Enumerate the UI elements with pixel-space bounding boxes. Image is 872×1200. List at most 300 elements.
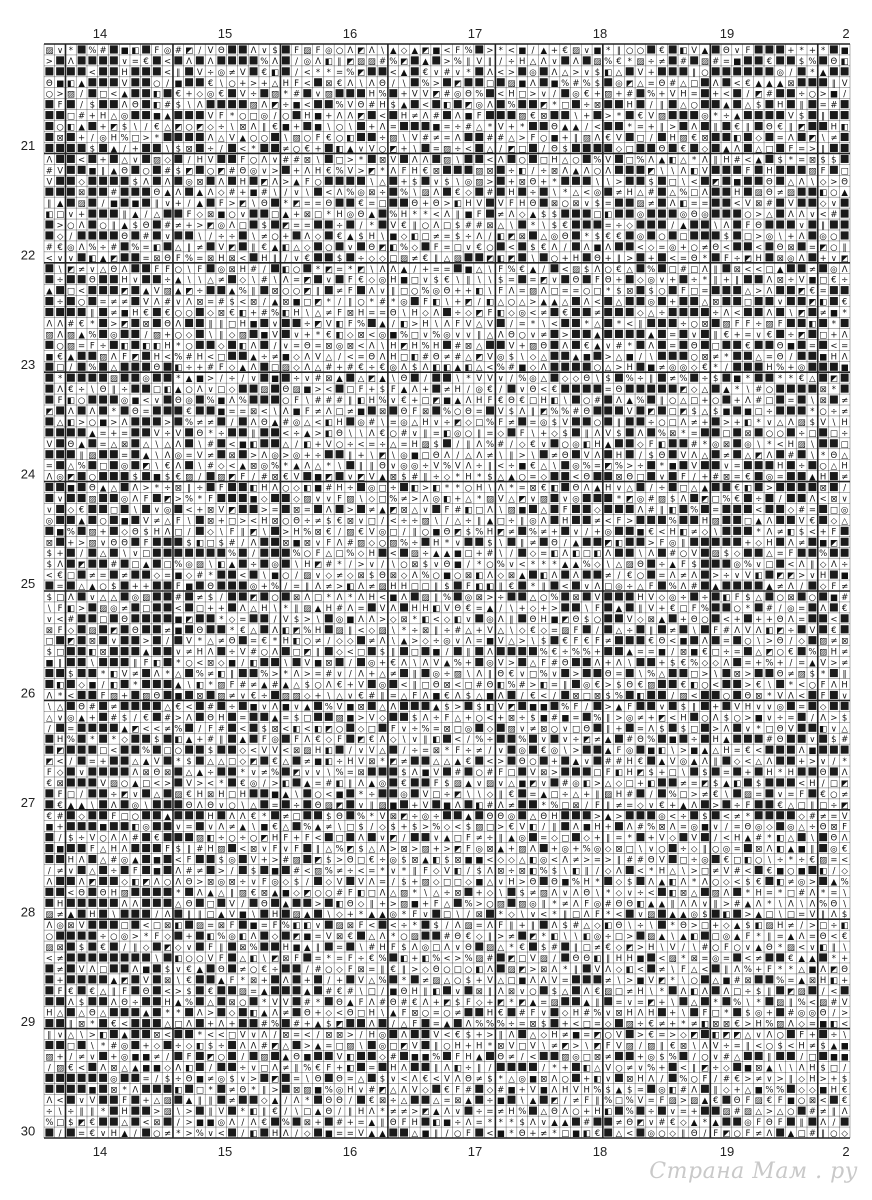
stitch-cell-symbol: = [143,243,150,253]
stitch-cell-filled [615,374,623,382]
stitch-cell-symbol: \ [327,123,330,133]
stitch-cell-symbol: / [542,265,545,275]
stitch-cell-symbol: □ [56,210,64,220]
stitch-cell-symbol: ≠ [820,309,827,319]
stitch-cell-symbol: + [239,188,246,198]
stitch-cell-symbol: ◧ [679,527,687,537]
stitch-cell-symbol: ∨ [132,155,138,165]
stitch-cell-symbol: ≠ [229,68,236,78]
stitch-cell-symbol: ÷ [100,243,107,253]
stitch-cell-filled [733,658,741,666]
stitch-cell-symbol: + [680,243,687,253]
stitch-cell-symbol: ◇ [594,505,601,515]
stitch-cell-symbol: F [498,265,503,275]
stitch-cell-symbol: ○ [175,265,182,275]
stitch-cell-filled [250,330,258,338]
stitch-cell-symbol: * [327,462,331,472]
stitch-cell-symbol: ÷ [787,276,794,286]
stitch-cell-symbol: ▲ [573,166,580,176]
stitch-cell-symbol: V [509,341,515,351]
stitch-cell-symbol: ■ [808,746,816,756]
stitch-cell-symbol: ○ [293,265,300,275]
stitch-cell-symbol: > [357,560,364,570]
stitch-cell-symbol: # [164,221,171,231]
stitch-cell-filled [733,231,741,239]
stitch-cell-symbol: ◧ [196,538,204,548]
stitch-cell-symbol: ■ [486,637,494,647]
stitch-cell-filled [733,505,741,513]
stitch-cell-symbol: ▲ [78,79,85,89]
stitch-cell-symbol: ÷ [229,374,236,384]
stitch-cell-symbol: ≠ [841,396,848,406]
stitch-cell-symbol: F [681,287,686,297]
stitch-cell-filled [798,133,806,141]
stitch-cell-symbol: ◩ [56,746,64,756]
stitch-cell-filled [830,483,838,491]
stitch-cell-symbol: Λ [218,177,224,187]
stitch-cell-symbol: < [282,746,289,756]
stitch-cell-symbol: Λ [702,265,708,275]
stitch-cell-filled [636,483,644,491]
stitch-cell-symbol: < [755,243,762,253]
stitch-cell-filled [239,669,247,677]
stitch-cell-symbol: > [379,615,386,625]
stitch-cell-symbol: ∥ [348,298,352,308]
stitch-cell-filled [658,67,666,75]
stitch-cell-filled [593,385,601,393]
stitch-cell-symbol: Λ [455,691,461,701]
stitch-cell-symbol: ◧ [572,549,580,559]
stitch-cell-symbol: Θ [583,724,590,734]
stitch-cell-symbol: ◩ [174,123,182,133]
stitch-cell-filled [228,428,236,436]
stitch-cell-symbol: ⊠ [196,298,203,308]
stitch-cell-filled [67,680,75,688]
stitch-cell-symbol: ◎ [465,177,472,187]
stitch-cell-filled [712,592,720,600]
stitch-cell-symbol: ◩ [507,702,515,712]
stitch-cell-filled [497,735,505,743]
stitch-cell-symbol: ∥ [294,604,298,614]
stitch-cell-symbol: Ʌ [702,757,708,767]
stitch-cell-symbol: # [89,702,96,712]
stitch-cell-symbol: < [325,188,332,198]
stitch-cell-symbol: ∨ [261,166,267,176]
stitch-cell-symbol: ⊠ [486,221,493,231]
stitch-cell-symbol: ■ [346,713,354,723]
stitch-cell-symbol: F [574,702,579,712]
stitch-cell-symbol: > [239,516,246,526]
stitch-cell-filled [196,133,204,141]
stitch-cell-symbol: ▨ [787,188,795,198]
stitch-cell-symbol: * [778,374,782,384]
stitch-cell-symbol: + [519,341,526,351]
stitch-cell-filled [712,319,720,327]
stitch-cell-filled [744,614,752,622]
stitch-cell-symbol: ■ [464,210,472,220]
stitch-cell-filled [626,199,634,207]
stitch-cell-symbol: \ [403,735,406,745]
stitch-cell-filled [776,385,784,393]
stitch-cell-symbol: △ [755,593,762,603]
stitch-cell-symbol: ○ [314,680,321,690]
stitch-cell-filled [260,363,268,371]
stitch-cell-symbol: Λ [433,309,439,319]
stitch-cell-filled [228,275,236,283]
stitch-cell-symbol: V [369,527,375,537]
stitch-cell-symbol: ▨ [722,319,730,329]
stitch-cell-symbol: ○ [46,90,53,100]
stitch-cell-symbol: Θ [379,571,386,581]
stitch-cell-symbol: \ [370,177,373,187]
stitch-cell-symbol: ◩ [507,232,515,242]
stitch-cell-filled [830,297,838,305]
stitch-cell-symbol: \ [822,133,825,143]
stitch-cell-symbol: F [305,177,310,187]
stitch-cell-symbol: $ [541,210,546,220]
stitch-cell-symbol: < [379,593,386,603]
stitch-cell-filled [808,385,816,393]
stitch-cell-filled [658,188,666,196]
stitch-cell-symbol: ■ [518,46,526,56]
stitch-cell-symbol: Ʌ [723,659,729,669]
stitch-cell-symbol: ◩ [250,757,258,767]
stitch-cell-symbol: € [530,626,535,636]
stitch-cell-filled [99,406,107,414]
stitch-cell-symbol: □ [271,210,279,220]
stitch-cell-filled [722,78,730,86]
stitch-cell-symbol: Ʌ [272,177,278,187]
stitch-cell-symbol: Θ [766,177,773,187]
stitch-cell-symbol: / [499,385,502,395]
stitch-cell-symbol: ■ [443,571,451,581]
stitch-cell-filled [239,592,247,600]
stitch-cell-symbol: ∥ [692,702,696,712]
stitch-cell-filled [110,527,118,535]
stitch-cell-symbol: < [347,352,354,362]
stitch-cell-symbol: △ [691,484,698,494]
stitch-cell-symbol: ∨ [304,374,310,384]
stitch-cell-symbol: ■ [196,374,204,384]
stitch-cell-symbol: > [143,637,150,647]
stitch-cell-filled [604,406,612,414]
stitch-cell-symbol: ▲ [519,571,526,581]
stitch-cell-symbol: △ [616,560,623,570]
stitch-cell-filled [712,67,720,75]
stitch-cell-symbol: * [552,560,556,570]
stitch-cell-symbol: ÷ [465,746,472,756]
stitch-cell-symbol: ◇ [702,527,709,537]
stitch-cell-symbol: = [443,232,450,242]
stitch-cell-symbol: $ [466,691,471,701]
stitch-cell-symbol: # [465,123,472,133]
stitch-cell-symbol: Λ [691,123,697,133]
stitch-cell-symbol: + [658,604,665,614]
stitch-cell-filled [411,757,419,765]
stitch-cell-symbol: ∨ [57,495,63,505]
stitch-cell-symbol: H [369,549,375,559]
stitch-cell-symbol: V [380,604,386,614]
stitch-cell-filled [411,374,419,382]
stitch-cell-symbol: ◇ [497,571,504,581]
stitch-cell-filled [712,199,720,207]
stitch-cell-symbol: < [153,724,160,734]
stitch-cell-filled [765,341,773,349]
stitch-cell-symbol: Θ [777,341,784,351]
stitch-cell-filled [690,231,698,239]
stitch-cell-symbol: ◇ [616,144,623,154]
stitch-cell-filled [518,220,526,228]
stitch-cell-symbol: ∥ [316,648,320,658]
stitch-cell-symbol: % [185,495,193,505]
stitch-cell-filled [712,286,720,294]
stitch-cell-symbol: Λ [154,298,160,308]
stitch-cell-symbol: ◩ [314,560,322,570]
stitch-cell-symbol: # [454,352,461,362]
stitch-cell-filled [303,122,311,130]
stitch-cell-filled [88,155,96,163]
stitch-cell-filled [798,352,806,360]
stitch-cell-filled [357,122,365,130]
stitch-cell-symbol: < [497,462,504,472]
stitch-cell-symbol: = [132,57,139,67]
stitch-cell-symbol: ▨ [303,746,311,756]
stitch-cell-symbol: ◧ [443,429,451,439]
stitch-cell-symbol: ∨ [766,713,772,723]
stitch-cell-symbol: % [636,155,644,165]
stitch-cell-filled [658,319,666,327]
stitch-cell-symbol: % [432,330,440,340]
stitch-cell-symbol: < [454,680,461,690]
stitch-cell-symbol: > [648,538,655,548]
stitch-cell-symbol: = [658,571,665,581]
stitch-cell-symbol: ■ [250,319,258,329]
stitch-cell-symbol: ◎ [411,462,418,472]
stitch-cell-symbol: ▨ [142,691,150,701]
stitch-cell-symbol: ◩ [421,46,429,56]
stitch-cell-symbol: = [304,505,311,515]
stitch-cell-symbol: F [262,735,267,745]
stitch-cell-symbol: ⊠ [594,691,601,701]
stitch-cell-filled [67,647,75,655]
stitch-cell-symbol: / [381,560,384,570]
stitch-cell-symbol: ▲ [272,243,279,253]
stitch-cell-symbol: / [832,757,835,767]
stitch-cell-filled [765,461,773,469]
stitch-cell-symbol: ≠ [508,527,515,537]
stitch-cell-filled [798,735,806,743]
stitch-cell-filled [798,264,806,272]
stitch-cell-symbol: ▨ [421,188,429,198]
stitch-cell-filled [174,111,182,119]
stitch-cell-symbol: ∨ [57,46,63,56]
stitch-cell-symbol: % [765,659,773,669]
stitch-cell-symbol: V [702,166,708,176]
stitch-cell-symbol: < [809,527,816,537]
stitch-cell-symbol: ▨ [357,57,365,67]
stitch-cell-filled [110,67,118,75]
stitch-cell-filled [497,647,505,655]
stitch-cell-symbol: ∥ [413,680,417,690]
stitch-cell-symbol: ⊠ [701,133,708,143]
stitch-cell-symbol: / [392,79,395,89]
stitch-cell-symbol: = [78,341,85,351]
stitch-cell-filled [701,461,709,469]
stitch-cell-symbol: △ [702,385,709,395]
stitch-cell-symbol: V [369,473,375,483]
stitch-cell-symbol: ▨ [583,133,591,143]
stitch-cell-symbol: ∨ [390,462,396,472]
stitch-cell-filled [841,67,849,75]
stitch-cell-symbol: > [798,571,805,581]
stitch-cell-filled [67,450,75,458]
stitch-cell-symbol: ≠ [691,418,698,428]
stitch-cell-symbol: □ [379,199,387,209]
stitch-cell-symbol: □ [744,232,752,242]
stitch-cell-symbol: Λ [509,287,515,297]
stitch-cell-symbol: Ʌ [390,604,396,614]
stitch-cell-symbol: \ [446,298,449,308]
stitch-cell-symbol: ○ [508,298,515,308]
stitch-cell-symbol: □ [712,648,720,658]
stitch-cell-symbol: = [271,505,278,515]
stitch-cell-symbol: ■ [131,199,139,209]
stitch-cell-symbol: ◩ [647,407,655,417]
stitch-cell-symbol: ◇ [831,516,838,526]
stitch-cell-symbol: ≠ [841,582,848,592]
stitch-cell-symbol: ◎ [357,188,364,198]
stitch-cell-symbol: ⊠ [46,538,53,548]
stitch-cell-symbol: € [810,287,815,297]
stitch-cell-symbol: ◎ [647,298,654,308]
stitch-cell-symbol: ○ [819,407,826,417]
stitch-cell-symbol: ⊠ [422,407,429,417]
stitch-cell-symbol: $ [68,670,73,680]
stitch-cell-symbol: ■ [755,713,763,723]
stitch-cell-symbol: $ [90,144,95,154]
top-axis-label: 14 [93,26,107,41]
stitch-cell-symbol: ◩ [507,144,515,154]
stitch-cell-symbol: = [744,330,751,340]
stitch-cell-filled [733,428,741,436]
stitch-cell-symbol: $ [176,144,181,154]
stitch-cell-symbol: Θ [454,604,461,614]
stitch-cell-symbol: ◧ [464,363,472,373]
stitch-cell-symbol: / [585,123,588,133]
stitch-cell-symbol: F [617,516,622,526]
stitch-cell-symbol: * [821,46,825,56]
stitch-cell-symbol: ○ [809,593,816,603]
stitch-cell-symbol: € [337,79,342,89]
stitch-cell-symbol: Ʌ [46,473,52,483]
stitch-cell-symbol: ▨ [346,527,354,537]
stitch-cell-symbol: $ [595,79,600,89]
stitch-cell-symbol: □ [421,582,429,592]
stitch-cell-filled [615,199,623,207]
stitch-cell-symbol: V [745,199,751,209]
stitch-cell-symbol: ∨ [498,374,504,384]
stitch-cell-symbol: ◩ [185,46,193,56]
stitch-cell-symbol: > [744,713,751,723]
stitch-cell-symbol: V [433,462,439,472]
stitch-cell-symbol: □ [99,462,107,472]
stitch-cell-symbol: ◩ [303,648,311,658]
stitch-cell-filled [56,669,64,677]
stitch-cell-filled [604,647,612,655]
stitch-cell-symbol: △ [100,549,107,559]
stitch-cell-symbol: Λ [455,133,461,143]
stitch-cell-symbol: € [616,232,621,242]
stitch-cell-filled [131,330,139,338]
stitch-cell-symbol: + [615,724,622,734]
stitch-cell-symbol: H [283,79,289,89]
stitch-cell-symbol: < [110,90,117,100]
stitch-cell-symbol: * [251,144,255,154]
stitch-cell-symbol: ÷ [777,713,784,723]
stitch-cell-filled [669,286,677,294]
stitch-cell-filled [529,100,537,108]
stitch-cell-symbol: □ [830,505,838,515]
stitch-cell-symbol: ▨ [604,90,612,100]
stitch-cell-symbol: △ [659,670,666,680]
stitch-cell-filled [798,549,806,557]
stitch-cell-symbol: + [540,177,547,187]
stitch-cell-symbol: Λ [401,659,407,669]
stitch-cell-filled [293,658,301,666]
stitch-cell-filled [765,374,773,382]
stitch-cell-symbol: # [250,265,257,275]
stitch-cell-filled [722,188,730,196]
stitch-cell-symbol: ÷ [78,385,85,395]
stitch-cell-symbol: ◇ [368,276,375,286]
stitch-cell-filled [110,658,118,666]
stitch-cell-symbol: ∥ [606,713,610,723]
stitch-cell-symbol: ∥ [746,123,750,133]
stitch-cell-filled [153,549,161,557]
stitch-cell-symbol: % [647,670,655,680]
stitch-cell-filled [787,472,795,480]
stitch-cell-filled [400,702,408,710]
stitch-cell-symbol: ◧ [110,670,118,680]
stitch-cell-symbol: Λ [175,188,181,198]
stitch-cell-symbol: ◎ [830,265,837,275]
stitch-cell-filled [99,308,107,316]
stitch-cell-symbol: % [593,155,601,165]
stitch-cell-symbol: Θ [659,79,666,89]
stitch-cell-filled [207,472,215,480]
stitch-cell-symbol: ▲ [100,254,107,264]
stitch-cell-symbol: Θ [433,352,440,362]
stitch-cell-filled [121,330,129,338]
stitch-cell-filled [475,155,483,163]
stitch-cell-filled [744,735,752,743]
stitch-cell-filled [615,647,623,655]
stitch-cell-filled [808,614,816,622]
stitch-cell-filled [830,395,838,403]
stitch-cell-symbol: ◎ [583,680,590,690]
stitch-cell-filled [56,308,64,316]
stitch-cell-symbol: / [295,571,298,581]
stitch-cell-filled [142,505,150,513]
stitch-cell-symbol: ◧ [679,199,687,209]
stitch-cell-symbol: ◎ [250,166,257,176]
stitch-cell-symbol: F [821,691,826,701]
left-axis-label: 23 [21,357,35,372]
stitch-cell-filled [583,308,591,316]
stitch-cell-symbol: ○ [293,144,300,154]
stitch-cell-filled [604,450,612,458]
stitch-cell-filled [45,735,53,743]
